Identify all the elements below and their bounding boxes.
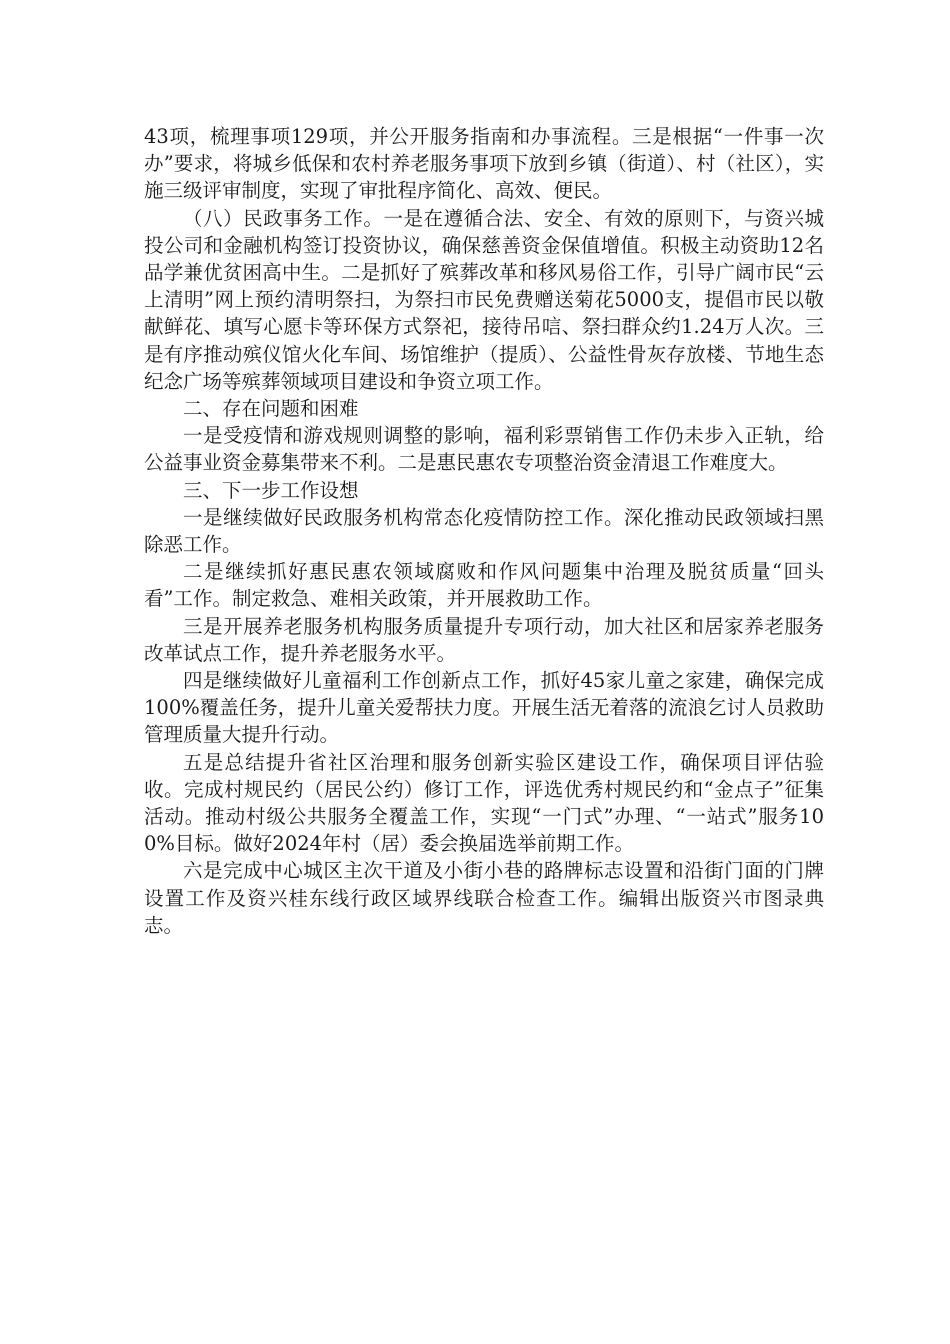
paragraph-plan-4: 四是继续做好儿童福利工作创新点工作，抓好45家儿童之家建，确保完成100%覆盖任务，提升儿童关爱帮扶力度。开展生活无着落的流浪乞讨人员救助管理质量大提升行动。 xyxy=(144,669,824,747)
paragraph-problems: 一是受疫情和游戏规则调整的影响，福利彩票销售工作仍未步入正轨，给公益事业资金募集带来不利。二是惠民惠农专项整治资金清退工作难度大。 xyxy=(144,424,824,475)
paragraph-civil-affairs: （八）民政事务工作。一是在遵循合法、安全、有效的原则下，与资兴城投公司和金融机构签订投资协议，确保慈善资金保值增值。积极主动资助12名品学兼优贫困高中生。二是抓好了殡葬改革和移风易俗工作，引导广阔市民“云上清明”网上预约清明祭扫，为祭扫市民免费赠送菊花5000支，提倡市民以敬献鲜花、填写心愿卡等环保方式祭祀，接待吊唁、祭扫群众约1.24万人次。三是有序推动殡仪馆火化车间、场馆维护（提质）、公益性骨灰存放楼、节地生态纪念广场等殡葬领域项目建设和争资立项工作。 xyxy=(144,206,824,393)
section-heading-next-steps: 三、下一步工作设想 xyxy=(183,478,359,502)
section-heading-problems: 二、存在问题和困难 xyxy=(183,397,359,421)
paragraph-plan-2: 二是继续抓好惠民惠农领域腐败和作风问题集中治理及脱贫质量“回头看”工作。制定救急、难相关政策，并开展救助工作。 xyxy=(144,560,824,611)
paragraph-plan-5: 五是总结提升省社区治理和服务创新实验区建设工作，确保项目评估验收。完成村规民约（居民公约）修订工作，评选优秀村规民约和“金点子”征集活动。推动村级公共服务全覆盖工作，实现“一门式”办理、“一站式”服务100%目标。做好2024年村（居）委会换届选举前期工作。 xyxy=(144,750,824,856)
paragraph-plan-3: 三是开展养老服务机构服务质量提升专项行动，加大社区和居家养老服务改革试点工作，提升养老服务水平。 xyxy=(144,614,824,665)
paragraph-1: 43项，梳理事项129项，并公开服务指南和办事流程。三是根据“一件事一次办”要求，将城乡低保和农村养老服务事项下放到乡镇（街道）、村（社区），实施三级评审制度，实现了审批程序简化、高效、便民。 xyxy=(144,125,824,203)
document-page xyxy=(144,123,824,939)
paragraph-plan-6: 六是完成中心城区主次干道及小街小巷的路牌标志设置和沿街门面的门牌设置工作及资兴桂东线行政区域界线联合检查工作。编辑出版资兴市图录典志。 xyxy=(144,859,824,937)
paragraph-plan-1: 一是继续做好民政服务机构常态化疫情防控工作。深化推动民政领域扫黑除恶工作。 xyxy=(144,505,824,557)
